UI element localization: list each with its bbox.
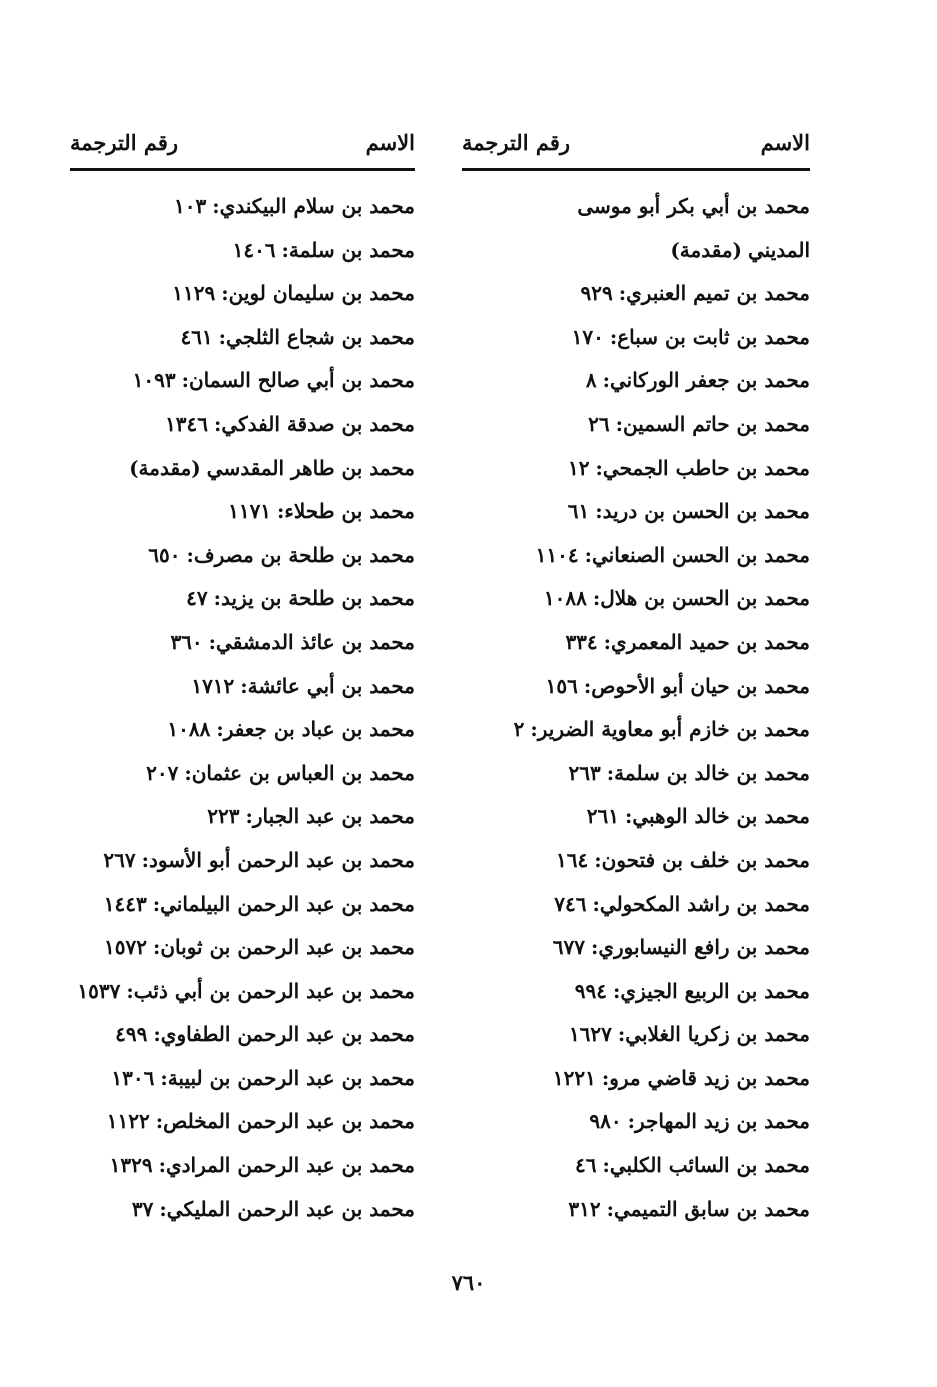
index-entry xyxy=(70,926,415,970)
index-entry xyxy=(70,795,415,839)
entry-name: محمد بن حميد المعمري: xyxy=(603,629,810,654)
entry-translation-number: ١٧٠ xyxy=(571,324,604,349)
index-entry xyxy=(70,1100,415,1144)
index-entry xyxy=(462,316,810,360)
index-entry xyxy=(70,752,415,796)
entry-name: محمد بن عبد الرحمن الطفاوي: xyxy=(153,1022,415,1047)
column-header xyxy=(462,128,810,171)
entry-translation-number: ٢٢٣ xyxy=(207,804,240,829)
index-entry xyxy=(70,970,415,1014)
entry-translation-number: ٩٢٩ xyxy=(580,281,613,306)
index-entry xyxy=(462,621,810,665)
entry-translation-number: ٢ xyxy=(513,717,525,742)
index-entry xyxy=(462,883,810,927)
entry-name: محمد بن زكريا الغلابي: xyxy=(617,1022,810,1047)
entry-translation-number: ٣٧ xyxy=(131,1196,154,1221)
index-entry xyxy=(70,621,415,665)
entry-translation-number: ٦٧٧ xyxy=(552,935,585,960)
index-entry xyxy=(70,665,415,709)
index-entry xyxy=(70,839,415,883)
entry-translation-number: ٧٤٦ xyxy=(554,891,587,916)
entry-translation-number: ١٢ xyxy=(568,455,590,480)
entry-name: محمد بن سلمة: xyxy=(281,237,415,262)
index-entry xyxy=(462,665,810,709)
index-entry xyxy=(462,490,810,534)
entry-translation-number: ٤٩٩ xyxy=(115,1022,148,1047)
index-entry xyxy=(462,272,810,316)
index-entry xyxy=(70,490,415,534)
entry-translation-number: (مقدمة) xyxy=(129,455,201,480)
entry-name: محمد بن سليمان لوين: xyxy=(221,281,415,306)
entry-translation-number: ١٥٧٢ xyxy=(104,935,147,960)
header-number-label: رقم الترجمة xyxy=(70,130,179,155)
index-entry xyxy=(70,577,415,621)
entry-translation-number: ٤٦ xyxy=(574,1153,597,1178)
entry-name: محمد بن زيد المهاجر: xyxy=(627,1109,810,1134)
entry-name: محمد بن عبد الرحمن المليكي: xyxy=(159,1196,415,1221)
entry-name: محمد بن طلحة بن يزيد: xyxy=(213,586,415,611)
entry-list xyxy=(462,185,810,1231)
entry-translation-number: ١٤٤٣ xyxy=(103,891,147,916)
index-entry xyxy=(462,1100,810,1144)
index-column-right xyxy=(462,128,810,1231)
entry-name: محمد بن حيان أبو الأحوص: xyxy=(583,673,810,698)
index-column-left xyxy=(70,128,415,1231)
entry-translation-number: ٢٦ xyxy=(588,411,610,436)
index-entry xyxy=(462,577,810,621)
index-entry xyxy=(70,883,415,927)
entry-name: محمد بن عبد الرحمن بن أبي ذئب: xyxy=(126,978,415,1003)
entry-name: محمد بن خالد بن سلمة: xyxy=(606,760,810,785)
entry-name: محمد بن حاطب الجمحي: xyxy=(595,455,810,480)
header-name-label: الاسم xyxy=(365,130,415,155)
index-entry xyxy=(70,316,415,360)
entry-name: محمد بن طاهر المقدسي xyxy=(206,455,415,480)
index-entry xyxy=(70,185,415,229)
entry-name: محمد بن خلف بن فتحون: xyxy=(594,847,810,872)
index-entry xyxy=(70,1144,415,1188)
entry-translation-number: ١١٧١ xyxy=(228,499,272,524)
entry-name: محمد بن طلحة بن مصرف: xyxy=(186,542,415,567)
index-entry xyxy=(462,1188,810,1232)
index-entry xyxy=(462,1057,810,1101)
entry-name: محمد بن الربيع الجيزي: xyxy=(613,978,810,1003)
index-entry xyxy=(70,403,415,447)
entry-name: محمد بن أبي صالح السمان: xyxy=(181,368,415,393)
entry-name: محمد بن السائب الكلبي: xyxy=(602,1153,810,1178)
index-entry xyxy=(462,185,810,272)
entry-name: محمد بن شجاع الثلجي: xyxy=(218,324,415,349)
column-header xyxy=(70,128,415,171)
entry-name: محمد بن أبي عائشة: xyxy=(240,673,415,698)
entry-name: محمد بن راشد المكحولي: xyxy=(592,891,810,916)
entry-translation-number: ١٤٠٦ xyxy=(232,237,276,262)
index-entry xyxy=(462,752,810,796)
entry-translation-number: ٦١ xyxy=(567,499,590,524)
header-name-label: الاسم xyxy=(760,130,810,155)
entry-name: محمد بن سلام البيكندي: xyxy=(212,194,415,218)
entry-translation-number: ٣١٢ xyxy=(568,1196,601,1221)
entry-translation-number: ٣٣٤ xyxy=(565,629,598,654)
entry-translation-number: ١٠٩٣ xyxy=(132,368,176,393)
entry-translation-number: ٢٦١ xyxy=(586,804,619,829)
entry-translation-number: ١٠٨٨ xyxy=(167,717,211,742)
page-number: ٧٦٠ xyxy=(451,1270,486,1295)
entry-translation-number: ٢٠٧ xyxy=(146,760,179,785)
entry-name: محمد بن طحلاء: xyxy=(277,499,415,524)
entry-translation-number: ١٥٣٧ xyxy=(77,978,121,1003)
entry-translation-number: ١١٢٩ xyxy=(172,281,216,306)
entry-translation-number: ٩٨٠ xyxy=(589,1109,622,1134)
entry-translation-number: ٢٦٧ xyxy=(103,847,136,872)
index-entry xyxy=(462,708,810,752)
index-entry xyxy=(70,708,415,752)
entry-name: محمد بن عباد بن جعفر: xyxy=(216,717,415,742)
index-entry xyxy=(462,534,810,578)
entry-name: محمد بن الحسن الصنعاني: xyxy=(584,542,810,567)
entry-translation-number: ١١٠٤ xyxy=(535,542,579,567)
entry-name: محمد بن سابق التميمي: xyxy=(606,1196,810,1221)
index-entry xyxy=(462,1144,810,1188)
index-entry xyxy=(70,1188,415,1232)
entry-translation-number: ١٢٢١ xyxy=(552,1065,596,1090)
index-entry xyxy=(462,795,810,839)
entry-name: محمد بن خالد الوهبي: xyxy=(624,804,810,829)
index-entry xyxy=(70,229,415,273)
entry-name: محمد بن الحسن بن دريد: xyxy=(595,499,810,524)
entry-name: محمد بن زيد قاضي مرو: xyxy=(601,1065,810,1090)
entry-translation-number: ١٦٤ xyxy=(556,847,589,872)
entry-translation-number: ٢٦٣ xyxy=(568,760,601,785)
entry-translation-number: ١٣٠٦ xyxy=(111,1065,155,1090)
entry-translation-number: ١٧١٢ xyxy=(191,673,235,698)
index-entry xyxy=(462,926,810,970)
entry-name: محمد بن ثابت بن سباع: xyxy=(609,324,810,349)
index-entry xyxy=(462,839,810,883)
entry-name: محمد بن عبد الرحمن بن ثوبان: xyxy=(152,935,415,960)
index-entry xyxy=(70,1057,415,1101)
entry-name: محمد بن جعفر الوركاني: xyxy=(602,368,810,393)
entry-name: محمد بن العباس بن عثمان: xyxy=(184,760,415,785)
entry-name: محمد بن تميم العنبري: xyxy=(618,281,810,306)
entry-name: محمد بن الحسن بن هلال: xyxy=(592,586,810,611)
entry-name: محمد بن عبد الرحمن المرادي: xyxy=(158,1153,415,1178)
entry-name: محمد بن حاتم السمين: xyxy=(615,411,810,436)
index-entry xyxy=(70,272,415,316)
entry-translation-number: ٤٦١ xyxy=(180,324,213,349)
entry-name: محمد بن عائذ الدمشقي: xyxy=(208,629,415,654)
index-entry xyxy=(462,359,810,403)
entry-name: محمد بن رافع النيسابوري: xyxy=(590,935,810,960)
index-entry xyxy=(462,970,810,1014)
entry-translation-number: ١١٢٢ xyxy=(106,1109,150,1134)
entry-name: محمد بن أبي بكر أبو موسى المديني xyxy=(577,194,810,262)
index-entry xyxy=(70,447,415,491)
entry-translation-number: ٨ xyxy=(585,368,597,393)
index-entry xyxy=(70,359,415,403)
index-entry xyxy=(70,1013,415,1057)
index-entry xyxy=(462,403,810,447)
entry-list xyxy=(70,185,415,1231)
entry-translation-number: ١٦٢٧ xyxy=(568,1022,612,1047)
entry-name: محمد بن صدقة الفدكي: xyxy=(214,411,415,436)
entry-translation-number: ٤٧ xyxy=(186,586,208,611)
entry-name: محمد بن عبد الرحمن بن لبيبة: xyxy=(160,1065,415,1090)
entry-name: محمد بن خازم أبو معاوية الضرير: xyxy=(530,717,810,742)
index-entry xyxy=(70,534,415,578)
entry-translation-number: ١٥٦ xyxy=(545,673,578,698)
entry-name: محمد بن عبد الرحمن المخلص: xyxy=(155,1109,415,1134)
entry-translation-number: ١٠٨٨ xyxy=(543,586,587,611)
entry-translation-number: ٣٦٠ xyxy=(170,629,203,654)
index-entry xyxy=(462,447,810,491)
entry-name: محمد بن عبد الجبار: xyxy=(245,804,415,829)
entry-translation-number: ١٣٢٩ xyxy=(109,1153,153,1178)
header-number-label: رقم الترجمة xyxy=(462,130,571,155)
entry-translation-number: ٩٩٤ xyxy=(574,978,608,1003)
entry-translation-number: ٦٥٠ xyxy=(148,542,181,567)
entry-translation-number: (مقدمة) xyxy=(670,237,743,262)
entry-translation-number: ١٠٣ xyxy=(173,194,207,218)
entry-name: محمد بن عبد الرحمن البيلماني: xyxy=(152,891,415,916)
entry-name: محمد بن عبد الرحمن أبو الأسود: xyxy=(141,847,415,872)
index-entry xyxy=(462,1013,810,1057)
entry-translation-number: ١٣٤٦ xyxy=(165,411,209,436)
